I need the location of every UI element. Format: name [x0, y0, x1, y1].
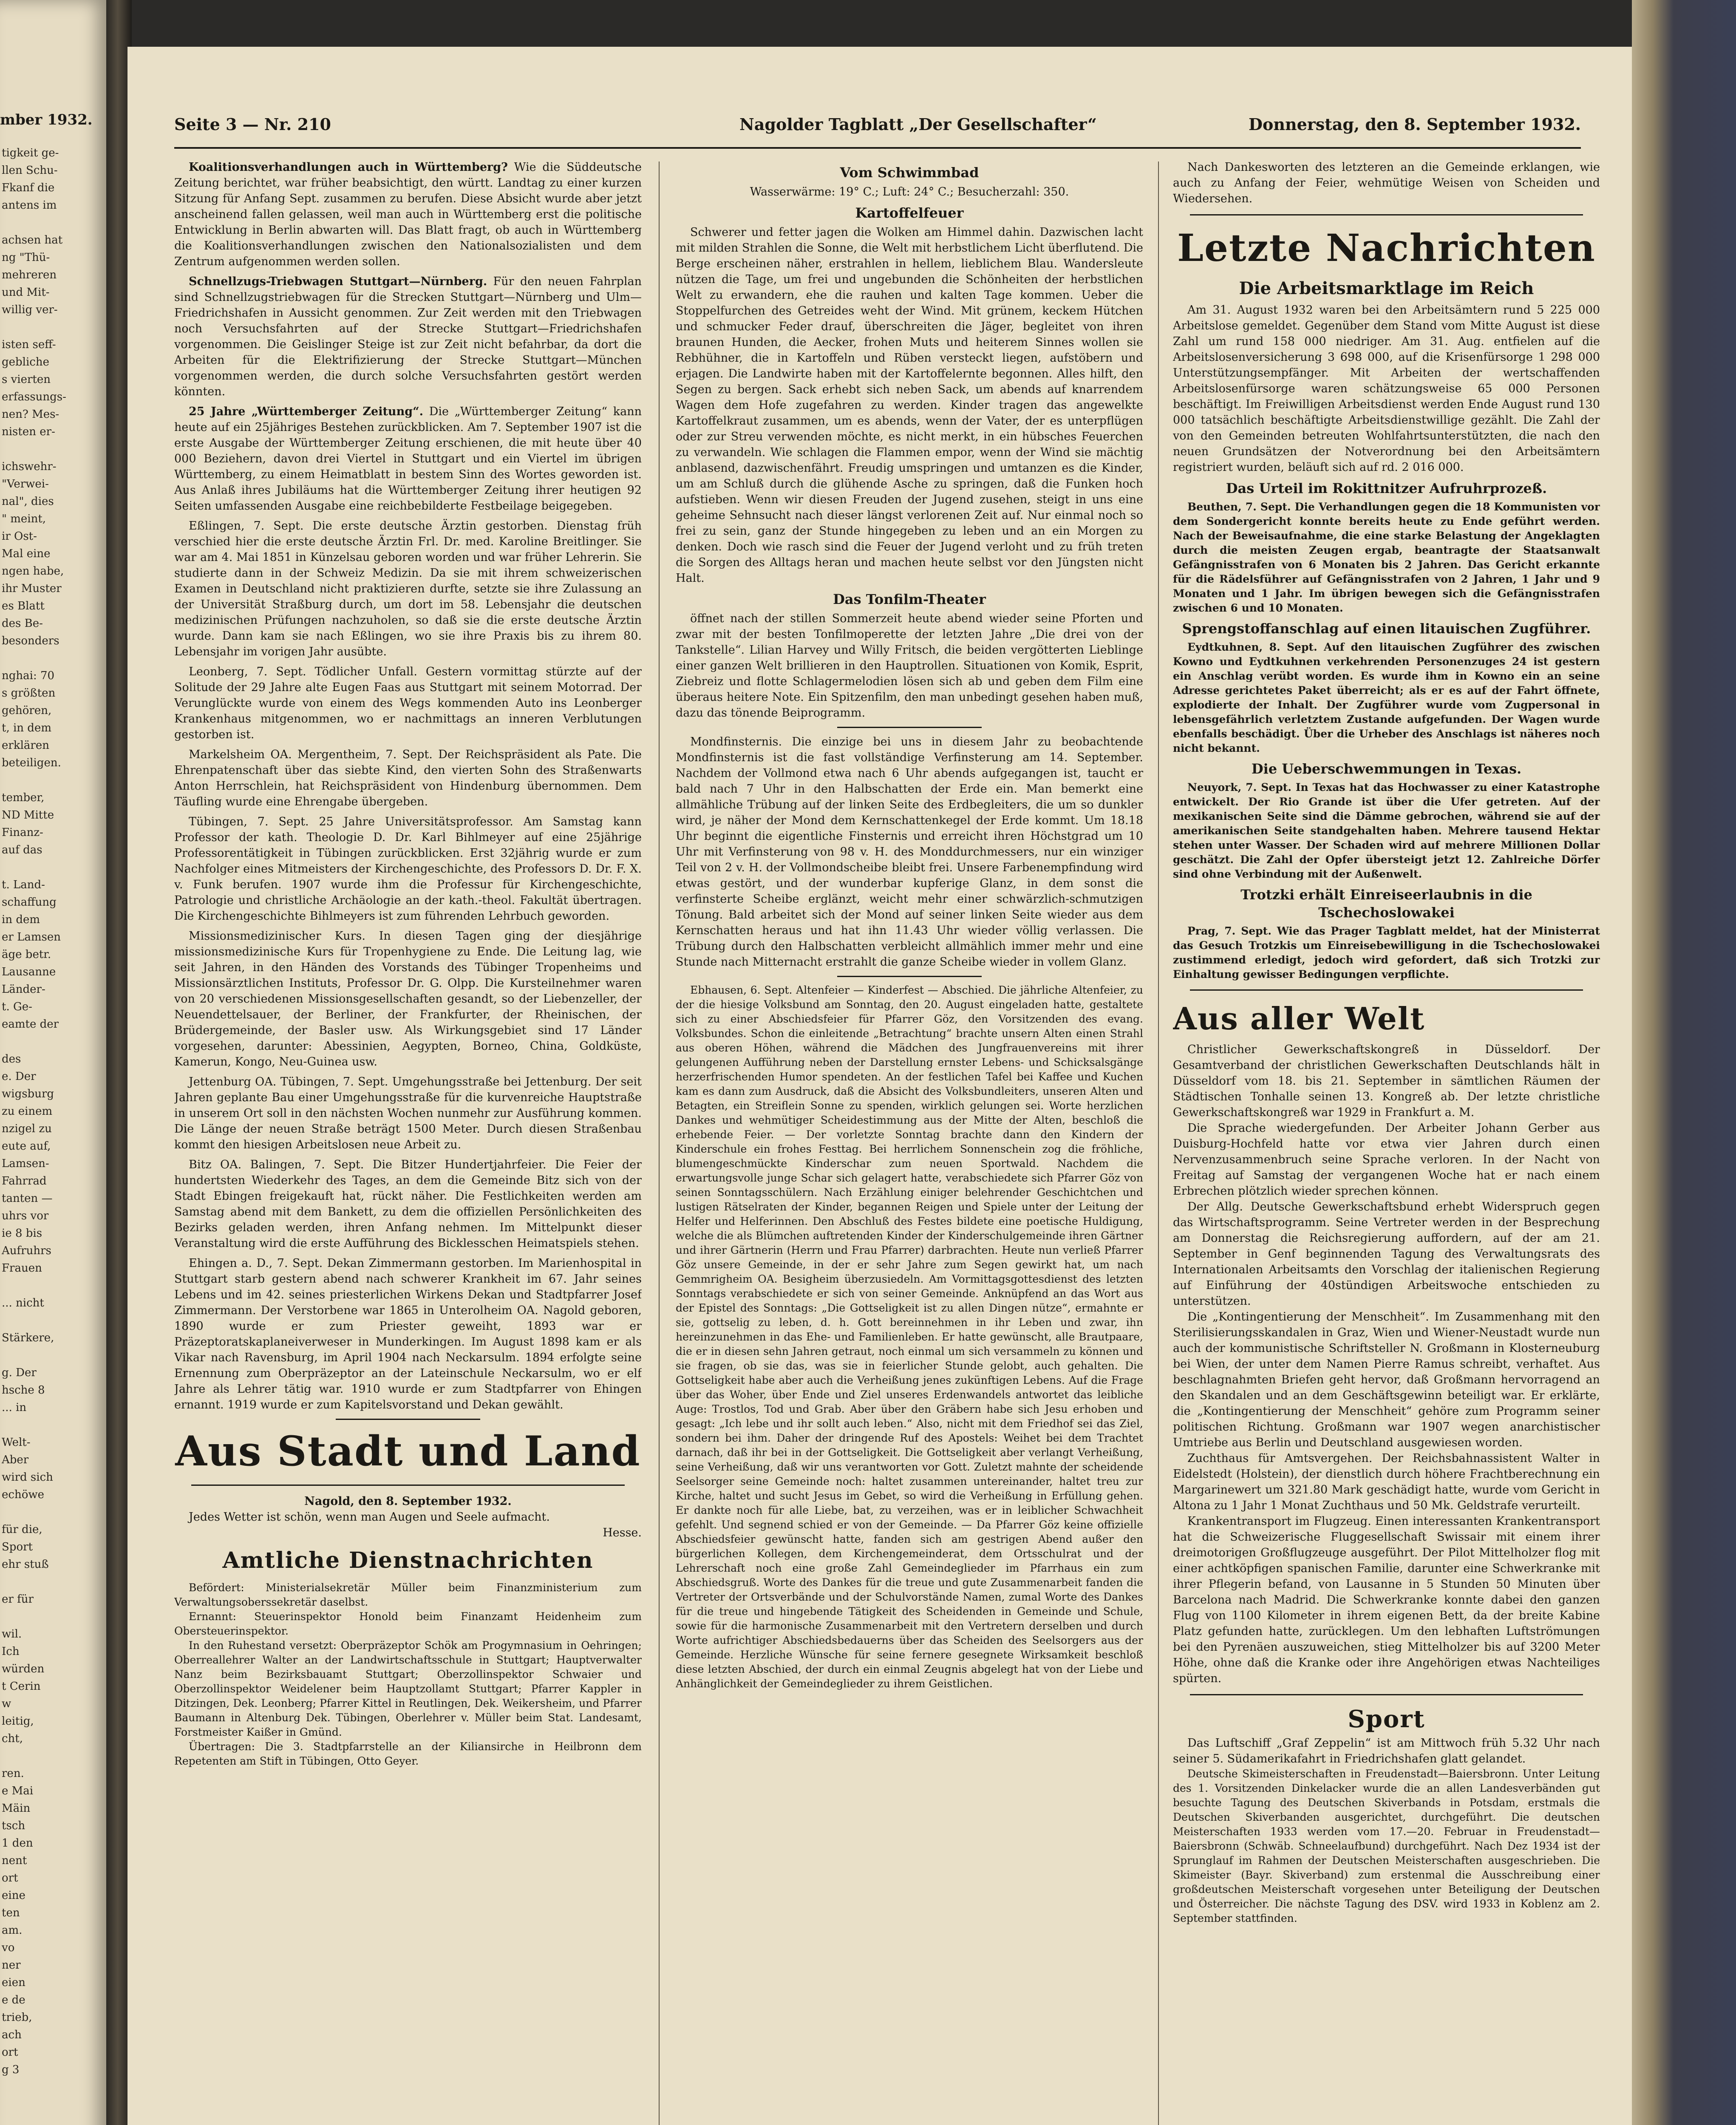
- article-title: 25 Jahre „Württemberger Zeitung“.: [189, 405, 424, 418]
- adjacent-page-fragment: gehören,: [2, 704, 52, 717]
- adjacent-page-fragment: eute auf,: [2, 1140, 51, 1153]
- adjacent-page-fragment: 1 den: [2, 1837, 33, 1850]
- article-text: Eydtkuhnen, 8. Sept. Auf den litauischen Zugführer des zwischen Kowno und Eydtkuhnen verkehrenden Personenzuges 24 ist gestern ein Anschlag verübt worden. Es wurde ihm in Kowno ein an seine Adresse gerichtetes Paket überreicht; als er es auf der Fahrt öffnete, explodierte der Inhalt. Der Zugführer wurde vom Zugpersonal in lebensgefährlich verletztem Zustande aufgefunden. Der Wagen wurde ebenfalls beschädigt. Über die Urheber des Anschlags ist näheres noch nicht bekannt.: [1173, 641, 1600, 754]
- article: [174, 404, 642, 514]
- adjacent-page-fragment: ... nicht: [2, 1297, 44, 1309]
- masthead-title: Nagolder Tagblatt „Der Gesellschafter“: [739, 115, 1097, 134]
- adjacent-page-fragment: und Mit-: [2, 286, 50, 299]
- adjacent-page-fragment: nen? Mes-: [2, 408, 59, 421]
- adjacent-page-fragment: t. Land-: [2, 878, 45, 891]
- adjacent-page-fragment: achsen hat: [2, 234, 63, 246]
- adjacent-page-fragment: für die,: [2, 1523, 42, 1536]
- adjacent-page-fragment: nent: [2, 1854, 27, 1867]
- article-text: Missionsmedizinischer Kurs. In diesen Tagen ging der diesjährige missionsmedizinische Kurs für Tropenhygiene zu Ende. Die Leitung lag, wie seit Jahren, in den Händen des Vorstands des Tübinger Tropenheims und Missionsärztlichen Instituts, Professor Dr. G. Olpp. Die Kursteilnehmer waren von 20 verschiedenen Missionsgesellschaften gesandt, so der Liebenzeller, der Neuendettelsauer, der Berliner, der Frankfurter, der Rheinischen, der Brüdergemeinde, der Basler usw. Als Wirkungsgebiet sind 17 Länder vorgesehen, darunter: Abessinien, Aegypten, Borneo, China, Goldküste, Kamerun, Kongo, Neu-Guinea usw.: [174, 929, 642, 1068]
- article-text: Markelsheim OA. Mergentheim, 7. Sept. Der Reichspräsident als Pate. Die Ehrenpatenschaft über das siebte Kind, den vierten Sohn des Straßenwarts Anton Herrschlein, hat Reichspräsident von Hindenburg übernommen. Dem Täufling wurde eine Ehrengabe übergeben.: [174, 748, 642, 808]
- article-text: Zuchthaus für Amtsvergehen. Der Reichsbahnassistent Walter in Eidelstedt (Holstein), der dienstlich durch höhere Frachtberechnung ein Margarinewert um 321.80 Mark geschädigt hatte, wurde vom Gericht in Altona zu 1 Jahr 1 Monat Zuchthaus und 50 Mk. Geldstrafe verurteilt.: [1173, 1452, 1600, 1512]
- adjacent-page-fragment: am.: [2, 1924, 23, 1937]
- article-title: Die Ueberschwemmungen in Texas.: [1251, 761, 1522, 777]
- adjacent-page-fragment: t, in dem: [2, 722, 51, 734]
- adjacent-page-fragment: ichswehr-: [2, 460, 57, 473]
- article-title: Die Arbeitsmarktlage im Reich: [1239, 278, 1534, 298]
- adjacent-page-fragment: er für: [2, 1593, 34, 1606]
- article-text: Mondfinsternis. Die einzige bei uns in diesem Jahr zu beobachtende Mondfinsternis ist die fast vollständige Verfinsterung am 14. September. Nachdem der Vollmond etwa nach 6 Uhr abends aufgegangen ist, taucht er bald nach 7 Uhr in den Halbschatten der Erde ein. Man bemerkt eine allmähliche Trübung auf der linken Seite des Erdbegleiters, die um so dunkler wird, je näher der Mond dem Kernschattenkegel der Erde kommt. Um 18.18 Uhr beginnt die eigentliche Finsternis und erreicht ihren Höchstgrad um 10 Uhr mit Verfinsterung von 98 v. H. des Monddurchmessers, nur ein winziger Teil von 2 v. H. der Vollmondscheibe bleibt frei. Unsere Farbenempfindung wird etwas gestört, und der wunderbar kupferige Glanz, in dem sonst die verfinsterte Scheibe erglänzt, weicht mehr einer schwärzlich-schmutzigen Tönung. Bald arbeitet sich der Mond auf seiner linken Seite wieder aus dem Kernschatten heraus und hat ihn 11.43 Uhr wieder völlig verlassen. Die Trübung durch den Halbschatten verbleicht allmählich immer mehr und eine Stunde nach Mitternacht erstrahlt die ganze Scheibe wieder in vollem Glanz.: [676, 735, 1143, 969]
- adjacent-page-fragment: trieb,: [2, 2011, 32, 2024]
- adjacent-page-fragment: ir Ost-: [2, 530, 37, 543]
- adjacent-page-fragment: "Verwei-: [2, 478, 49, 490]
- adjacent-page-fragment: ng "Thü-: [2, 251, 50, 264]
- adjacent-page-fragment: Lamsen-: [2, 1157, 49, 1170]
- adjacent-page-fragment: nzigel zu: [2, 1122, 52, 1135]
- adjacent-page-fragment: e. Der: [2, 1070, 36, 1083]
- adjacent-page-fragment: vo: [2, 1941, 15, 1954]
- adjacent-page-fragment: g 3: [2, 2063, 20, 2076]
- adjacent-page-fragment: w: [2, 1697, 11, 1710]
- adjacent-page-fragment: besonders: [2, 635, 59, 647]
- article-text: Bitz OA. Balingen, 7. Sept. Die Bitzer Hundertjahrfeier. Die Feier der hundertsten Wiederkehr des Tages, an dem die Gemeinde Bitz sich von der Stadt Ebingen freigekauft hat, rückt näher. Die Festlichkeiten werden am Samstag abend mit dem Bankett, zu dem die offiziellen Persönlichkeiten des Bezirks geladen werden, ihren Anfang nehmen. Im Mittelpunkt dieser Veranstaltung wird die erste Aufführung des Bicklesschen Heimatspiels stehen.: [174, 1158, 642, 1250]
- adjacent-page-fragment: ner: [2, 1959, 21, 1972]
- article-text: Jettenburg OA. Tübingen, 7. Sept. Umgehungsstraße bei Jettenburg. Der seit Jahren geplante Bau einer Umgehungsstraße für die kurvenreiche Hauptstraße in unserem Ort soll in den nächsten Wochen nunmehr zur Ausführung kommen. Die Länge der neuen Straße beträgt 1500 Meter. Durch diesen Straßenbau kommt den hiesigen Arbeitslosen neue Arbeit zu.: [174, 1075, 642, 1151]
- adjacent-page-fragment: wird sich: [2, 1471, 53, 1484]
- adjacent-page-fragment: llen Schu-: [2, 164, 58, 177]
- article-text: Ebhausen, 6. Sept. Altenfeier — Kinderfest — Abschied. Die jährliche Altenfeier, zu der die hiesige Volksbund am Sonntag, den 20. August eingeladen hatte, gestaltete sich zu einer Abschiedsfeier für Pfarrer Göz, den Vorsitzenden des evang. Volksbundes. Schon die einleitende „Betrachtung“ brachte unsern Alten einen Strahl aus oberen Höhen, während die Mädchen des Jungfrauenvereins mit ihrer gelungenen Aufführung neben der Darstellung ernster Lebens- und Schicksalsgänge herzerfrischenden Humor spendeten. An der festlichen Tafel bei Kaffee und Kuchen kam es dann zum Ausdruck, daß die Absicht des Volksbundleiters, unseren Alten und Betagten, ein Streiflein Sonne zu spenden, wirklich gelungen sei. Worte herzlichen Dankes und wehmütiger Scheidestimmung aus der Mitte der Alten, beschloß die erhebende Feier. — Der vorletzte Sonntag brachte dann den Kindern der Kinderschule ein frohes Festtag. Bei herrlichem Sonnenschein zog die fröhliche, blumengeschmückte Kinderschar zum neuen Sportwald. Nachdem die erwartungsvolle junge Schar sich gelagert hatte, verabschiedete sich Pfarrer Göz von seinen Sonntagsschülern. Nach Erzählung einiger belehrender Geschichtchen und lustigen Rätselraten der Kinder, begannen Reigen und Spiele unter der Leitung der Helfer und Helferinnen. Den Abschluß des Festes bildete eine poetische Huldigung, welche die als Blümchen auftretenden Kinder der Kinderschulgemeinde ihren Gärtner und ihrer Gärtnerin (Herrn und Frau Pfarrer) darbrachten. Heute nun verließ Pfarrer Göz unsere Gemeinde, in der er sehr Jahre zum Segen gewirkt hat, um nach Gemmrigheim OA. Besigheim überzusiedeln. Am Vormittagsgottesdienst des letzten Sonntags verabschiedete er sich von seiner Gemeinde. Anknüpfend an das Wort aus der Epistel des Sonntags: „Die Gottseligkeit ist zu allen Dingen nütze“, ermahnte er sie, gottselig zu leben, d. h. Gott bereinnehmen in ihr Leben und zwar, ihn hereinzunehmen in das Ehe- und Familienleben. Er hatte gewünscht, alle Brautpaare, die er in diesen sehn Jahren getraut, noch einmal um sich versammeln zu können und sie fragen, ob sie das, was sie in feierlicher Stunde gelobt, auch gehalten. Die Gottseligkeit habe aber auch die Verheißung jenes zukünftigen Lebens. Auf die Frage über das Woher, über Ende und Ziel unseres Erdenwandels antwortet das leibliche Auge: Trostlos, Tod und Grab. Aber über den Gräbern habe sich Jesu erhoben und gesagt: „Ich lebe und ihr sollt auch leben.“ Also, nicht mit dem Friedhof sei das Ziel, sondern bei ihm. Daher der dringende Ruf des Apostels: Weihet bei dem Trachtet darnach, daß ihr bei in der Gottseligkeit. Die Gottseligkeit aber verlangt Verheißung, seine Verheißung, daß wir uns verantworten vor Gott. Zuletzt mahnte der scheidende Seelsorger seine Gemeinde noch: haltet zusammen untereinander, haltet treu zur Kirche, haltet und sucht Jesus im Gebet, so wird die Verheißung in Erfüllung gehen. Er dankte noch für alle Liebe, bat, zu verzeihen, was er in leiblicher Schwachheit gefehlt. Und segnend schied er von der Gemeinde. — Da Pfarrer Göz keine offizielle Abschiedsfeier gewünscht hatte, fanden sich am gestrigen Abend außer den bürgerlichen Kollegen, dem Kirchengemeinderat, dem Ortsschulrat und der Lehrerschaft noch eine große Zahl Gemeindeglieder im Pfarrhaus ein zum Abschiedsgruß. Worte des Dankes für die treue und gute Zusammenarbeit fanden die Vertreter der Ortsverbände und der Schulvorstände Namen, zumal Worte des Dankes für die treue und hingebende Tätigkeit des Scheidenden in Gemeinde und Schule, sowie für die harmonische Zusammenarbeit mit den Vertretern derselben und durch Worte aufrichtiger Abschiedsbedauerns über das Scheiden des Seelsorgers aus der Gemeinde. Herzliche Wünsche für seine fernere gesegnete Wirksamkeit beschloß diese letzten Abschied, der durch ein einmal Zeugnis abgelegt hat von der Liebe und Anhänglichkeit der Gemeindeglieder zu ihrem Geistlichen.: [676, 984, 1143, 1690]
- adjacent-page-fragment: tember,: [2, 791, 45, 804]
- article-text: Der Allg. Deutsche Gewerkschaftsbund erhebt Widerspruch gegen das Wirtschaftsprogramm. Seine Vertreter werden in der Besprechung am Donnerstag die Reichsregierung auffordern, auf der am 21. September in Genf beginnenden Tagung des Verwaltungsrats des Internationalen Arbeitsamts den Vorschlag der italienischen Regierung auf Einführung der 40stündigen Arbeitswoche entschieden zu unterstützen.: [1173, 1200, 1600, 1308]
- header-rule: [174, 147, 1581, 149]
- article: [174, 664, 642, 742]
- article-title: Trotzki erhält Einreiseerlaubnis in die Tschechoslowakei: [1240, 887, 1532, 921]
- article-text: Neuyork, 7. Sept. In Texas hat das Hochwasser zu einer Katastrophe entwickelt. Der Rio Grande ist über die Ufer getreten. Auf der mexikanischen Seite sind die Dämme gebrochen, während sie auf der amerikanischen Seite standgehalten haben. Mehrere tausend Hektar stehen unter Wasser. Der Schaden wird auf mehrere Millionen Dollar geschätzt. Die Zahl der Opfer übersteigt jetzt 12. Zahlreiche Dörfer sind ohne Verbindung mit der Außenwelt.: [1173, 781, 1600, 880]
- adjacent-page-fragment: Fahrrad: [2, 1175, 47, 1187]
- adjacent-page-fragment: ten: [2, 1907, 20, 1919]
- article-title: Koalitionsverhandlungen auch in Württemberg?: [189, 161, 508, 174]
- article-title: Das Tonfilm-Theater: [833, 591, 986, 607]
- adjacent-page-fragment: ... in: [2, 1401, 27, 1414]
- notice: Ernannt: Steuerinspektor Honold beim Finanzamt Heidenheim zum Obersteuerinspektor.: [174, 1610, 642, 1637]
- article: [174, 1255, 642, 1413]
- adjacent-page-fragment: gebliche: [2, 356, 49, 368]
- page-header: [127, 47, 1632, 149]
- divider: [837, 976, 982, 977]
- adjacent-page-fragment: schaffung: [2, 896, 57, 909]
- adjacent-page-fragment: eien: [2, 1976, 25, 1989]
- adjacent-page-fragment: nal", dies: [2, 495, 54, 508]
- adjacent-page-fragment: erklären: [2, 739, 49, 752]
- adjacent-page-fragment: des: [2, 1053, 21, 1065]
- adjacent-page-fragment: t Cerin: [2, 1680, 41, 1693]
- adjacent-page-fragment: antens im: [2, 199, 57, 212]
- adjacent-page-fragment: ND Mitte: [2, 809, 54, 822]
- article: [174, 747, 642, 810]
- section-heading-stadt-und-land: Aus Stadt und Land: [175, 1427, 641, 1475]
- article: [174, 814, 642, 924]
- adjacent-page-fragment: t. Ge-: [2, 1000, 32, 1013]
- notice: Übertragen: Die 3. Stadtpfarrstelle an der Kiliansirche in Heilbronn dem Repetenten am Stift in Tübingen, Otto Geyer.: [174, 1740, 642, 1767]
- adjacent-page-fragment: wigsburg: [2, 1088, 54, 1100]
- dateline: Nagold, den 8. September 1932.: [304, 1495, 512, 1508]
- adjacent-page-fragment: nghai: 70: [2, 669, 55, 682]
- article-title: Das Urteil im Rokittnitzer Aufruhrprozeß.: [1226, 480, 1547, 496]
- adjacent-page-fragment: Finanz-: [2, 826, 43, 839]
- adjacent-page-fragment: tsch: [2, 1819, 25, 1832]
- adjacent-page-fragment: ehr stuß: [2, 1558, 49, 1571]
- divider: [1190, 214, 1583, 215]
- adjacent-page-fragment: tigkeit ge-: [2, 147, 59, 159]
- article-text: Prag, 7. Sept. Wie das Prager Tagblatt meldet, hat der Ministerrat das Gesuch Trotzkis um Einreisebewilligung in die Tschechoslowakei zustimmend erledigt, jedoch wird gefordert, daß sich Trotzki zur Einhaltung gewisser Bedingungen verpflichte.: [1173, 925, 1600, 980]
- quote: Jedes Wetter ist schön, wenn man Augen und Seele aufmacht.: [189, 1510, 550, 1524]
- adjacent-page-fragment: ort: [2, 2046, 18, 2059]
- section-heading-dienstnachrichten: Amtliche Dienstnachrichten: [222, 1547, 594, 1573]
- divider: [837, 727, 982, 728]
- article-text: Leonberg, 7. Sept. Tödlicher Unfall. Gestern vormittag stürzte auf der Solitude der 29 Jahre alte Eugen Faas aus Stuttgart mit seinem Motorrad. Der Verunglückte wurde von einem des Wegs kommenden Auto ins Leonberger Krankenhaus mitgenommen, wo er nachmittags an inneren Verblutungen gestorben ist.: [174, 665, 642, 741]
- adjacent-page-fragment: erfassungs-: [2, 391, 66, 403]
- adjacent-page-fragment: eamte der: [2, 1018, 59, 1031]
- adjacent-page-fragment: e Mai: [2, 1785, 34, 1797]
- adjacent-page-fragment: er Lamsen: [2, 931, 61, 944]
- article-text: Krankentransport im Flugzeug. Einen interessanten Krankentransport hat die Schweizerische Fluggesellschaft Swissair mit einem ihrer dreimotorigen Großflugzeuge ausgeführt. Der Pilot Mittelholzer flog mit einer achtköpfigen spanischen Familie, darunter eine Schwerkranke mit ihrer Pflegerin befand, von Lausanne in 5 Stunden 50 Minuten über Barcelona nach Madrid. Die Schwerkranke konnte dabei den ganzen Flug von 1100 Kilometer in ihrem eigenen Bett, da der breite Kabine Platz gefunden hatte, zurücklegen. Um den lebhaften Luftströmungen bei den Pyrenäen auszuweichen, stieg Mittelholzer bis auf 3200 Meter Höhe, ohne daß die Kranke oder ihre Angehörigen etwas Nachteiliges spürten.: [1173, 1515, 1600, 1685]
- article-text: Das Luftschiff „Graf Zeppelin“ ist am Mittwoch früh 5.32 Uhr nach seiner 5. Südamerikafahrt in Friedrichshafen glatt gelandet.: [1173, 1737, 1600, 1765]
- article: [174, 928, 642, 1070]
- adjacent-page-fragment: hsche 8: [2, 1384, 45, 1397]
- column-1: [174, 159, 642, 2125]
- notice: In den Ruhestand versetzt: Oberpräzeptor Schök am Progymnasium in Oehringen; Oberreallehrer Walter an der Landwirtschaftsschule in Stuttgart; Hauptverwalter Nanz beim Bezirksbauamt Stuttgart; Oberzollinspektor Schwaier und Oberzollinspektor Weidelener beim Hauptzollamt Stuttgart; Pfarrer Kappler in Ditzingen, Dek. Leonberg; Pfarrer Kittel in Reutlingen, Dek. Weikersheim, und Pfarrer Baumann in Altenburg Dek. Tübingen, Oberlehrer v. Müller beim Stat. Landesamt, Forstmeister Kaißer in Gmünd.: [174, 1639, 642, 1738]
- adjacent-page-fragment: nisten er-: [2, 425, 55, 438]
- book-binding-edge: [1632, 0, 1736, 2125]
- adjacent-page-fragment: Mal eine: [2, 547, 51, 560]
- adjacent-page-fragment: Sport: [2, 1541, 33, 1553]
- adjacent-page-fragment: wil.: [2, 1628, 22, 1640]
- adjacent-page-fragment: isten seff-: [2, 338, 56, 351]
- divider: [191, 1485, 625, 1486]
- adjacent-page-fragment: Frauen: [2, 1262, 42, 1275]
- section-heading-sport: Sport: [1348, 1705, 1425, 1733]
- adjacent-page-fragment: leitig,: [2, 1715, 34, 1728]
- adjacent-page-fragment: " meint,: [2, 513, 46, 525]
- column-2: [676, 159, 1143, 2125]
- article-title: Sprengstoffanschlag auf einen litauischen Zugführer.: [1182, 620, 1591, 637]
- adjacent-page-fragment: Fkanf die: [2, 181, 55, 194]
- adjacent-page-fragment: eine: [2, 1889, 25, 1902]
- adjacent-page-fragment: ach: [2, 2029, 22, 2041]
- article-text: Deutsche Skimeisterschaften in Freudenstadt—Baiersbronn. Unter Leitung des 1. Vorsitzenden Dinkelacker wurde die an allen Landesverbänden gut besuchte Tagung des Deutschen Skiverbands in Potsdam, erstmals die Deutschen Skiverbanden ausgerichtet, durchgeführt. Die deutschen Meisterschaften 1933 werden vom 17.—20. Februar in Freudenstadt—Baiersbronn (Schwäb. Schneelaufbund) durchgeführt. Nach Dez 1934 ist der Sprunglauf im Rahmen der Deutschen Meisterschaften ausgeschrieben. Die Skimeister (Bayr. Skiverband) zum erstenmal die Ausschreibung einer großdeutschen Meisterschaft vorgesehen unter Beteiligung der Deutschen und Österreicher. Die nächste Tagung des DSV. wird 1933 in Koblenz am 2. September stattfinden.: [1173, 1768, 1600, 1924]
- adjacent-page-fragment: beteiligen.: [2, 756, 61, 769]
- newspaper-page: [127, 47, 1632, 2125]
- article-text: Eßlingen, 7. Sept. Die erste deutsche Ärztin gestorben. Dienstag früh verschied hier die erste deutsche Ärztin Frl. Dr. med. Karoline Breitlinger. Sie war am 4. Mai 1851 in Künzelsau geboren worden und war früher Lehrerin. Sie studierte dann in der Schweiz Medizin. Da sie mit ihrem schweizerischen Examen in Deutschland nicht praktizieren durfte, setzte sie ihre Zulassung an der Universität Straßburg durch, um dort im 58. Lebensjahr die deutschen medizinischen Prüfungen nachzuholen, so daß sie die erste deutsche Ärztin wurde. Dann kam sie nach Eßlingen, wo sie ihre Praxis bis zu ihrem 80. Lebensjahr im vorigen Jahr ausübte.: [174, 519, 642, 658]
- adjacent-page-fragment: Mäin: [2, 1802, 31, 1815]
- article-title: Kartoffelfeuer: [855, 205, 964, 221]
- adjacent-page-fragment: auf das: [2, 844, 42, 856]
- adjacent-page-strip: [0, 0, 110, 2125]
- adjacent-page-fragment: es Blatt: [2, 600, 45, 612]
- notice: Befördert: Ministerialsekretär Müller beim Finanzministerium zum Verwaltungsoberssekretär daselbst.: [174, 1581, 642, 1608]
- adjacent-page-fragment: s größten: [2, 687, 56, 700]
- article-text: Die „Württemberger Zeitung“ kann heute auf ein 25jähriges Bestehen zurückblicken. Am 7. September 1907 ist die erste Ausgabe der Württemberger Zeitung erschienen, die mit heute über 40 000 Beziehern, davon drei Viertel in Stuttgart und ein Viertel im übrigen Württemberg, zu einem Heimatblatt in bestem Sinn des Wortes geworden ist. Aus Anlaß ihres Jubiläums hat die Württemberger Zeitung ihrer heutigen 92 Seiten umfassenden Ausgabe eine reichbebilderte Festbeilage beigegeben.: [174, 405, 642, 513]
- article: [174, 159, 642, 269]
- article-text: Für den neuen Fahrplan sind Schnellzugstriebwagen für die Strecken Stuttgart—Nürnberg und Ulm—Friedrichshafen in Aussicht genommen. Zur Zeit werden mit den Triebwagen noch Versuchsfahrten auf der Strecke Stuttgart—Friedrichshafen vorgenommen. Die Geislinger Steige ist zur Zeit nicht befahrbar, da dort die Arbeiten für die Elektrifizierung der Strecke Stuttgart—München vorgenommen werden, die durch solche Versuchsfahrten gestört werden könnten.: [174, 275, 642, 398]
- article: [174, 1157, 642, 1251]
- adjacent-page-fragment: ren.: [2, 1767, 24, 1780]
- column-rule: [659, 162, 660, 2125]
- adjacent-page-fragment: e de: [2, 1994, 25, 2006]
- article-text: Die Sprache wiedergefunden. Der Arbeiter Johann Gerber aus Duisburg-Hochfeld hatte vor etwa vier Jahren durch einen Nervenzusammenbruch seine Sprache verloren. In der Nacht von Freitag auf Samstag der vergangenen Woche hat er nach einem Erbrechen plötzlich wieder sprechen können.: [1173, 1122, 1600, 1198]
- adjacent-page-fragment: Ich: [2, 1645, 20, 1658]
- adjacent-page-fragment: ngen habe,: [2, 565, 64, 578]
- adjacent-page-fragment: äge betr.: [2, 948, 51, 961]
- column-rule: [1158, 162, 1159, 2125]
- adjacent-page-fragment: mehreren: [2, 269, 57, 281]
- article-text: Beuthen, 7. Sept. Die Verhandlungen gegen die 18 Kommunisten vor dem Sondergericht konnte bereits heute zu Ende geführt werden. Nach der Beweisaufnahme, die eine starke Belastung der Angeklagten durch die meisten Zeugen ergab, beantragte der Staatsanwalt Gefängnisstrafen von 6 Monaten bis 2 Jahren. Das Gericht erkannte für die Rädelsführer auf Gefängnisstrafen von 2 Jahren, 1 Jahr und 9 Monaten und 1 Jahr. Im übrigen bewegen sich die Gefängnisstrafen zwischen 6 und 10 Monaten.: [1173, 501, 1600, 614]
- adjacent-page-fragment: Lausanne: [2, 966, 56, 978]
- article-text: Schwerer und fetter jagen die Wolken am Himmel dahin. Dazwischen lacht mit milden Strahlen die Sonne, die Welt mit herbstlichem Licht überflutend. Die Berge erscheinen näher, erstrahlen in hellem, lieblichem Blau. Wandersleute nützen die Tage, um frei und ungebunden die Schönheiten der herbstlichen Welt zu erwandern, ehe die rauhen und kalten Tage kommen. Ueber die Stoppelfurchen des Getreides weht der Wind. Mit grünem, keckem Hütchen und schmucker Feder drauf, überschreiten die Jäger, begleitet von ihren braunen Hunden, die Aecker, frohen Muts und heiterem Sinnes wollen sie Rebhühner, die in Kartoffeln und Rüben versteckt liegen, aufstöbern und erjagen. Die Landwirte haben mit der Kartoffelernte begonnen. Alles hilft, den Segen zu bergen. Sack erhebt sich neben Sack, um abends auf knarrendem Wagen dem Hofe zugefahren zu werden. Kinder tragen das angewelkte Kartoffelkraut zusammen, um es abends, wenn der Vater, der es unterpflügen oder zur Streu verwenden möchte, es nicht merkt, in ein hübsches Feuerchen zu verwandeln. Wie schlagen die Flammen empor, wenn der Wind sie mächtig anblasend, dazwischenfährt. Freudig umspringen und umtanzen es die Kinder, um am Schluß durch die glühende Asche zu springen, daß die Funken hoch aufstieben. Wenn wir diesen Freuden der Jugend zusehen, steigt in uns eine geheime Sehnsucht nach dieser längst verlorenen Zeit auf. Nur einmal noch so frei zu sein, ganz der Stunde hingegeben zu leben und an ein Morgen zu denken. Doch wie rasch sind die Feuer der Jugend verloht und zu früh treten die Sorgen des Alltags heran und machen heute selbst vor den Jüngsten nicht Halt.: [676, 226, 1143, 585]
- adjacent-page-fragment: s vierten: [2, 373, 51, 386]
- adjacent-page-fragment: Stärkere,: [2, 1332, 54, 1344]
- article-text: öffnet nach der stillen Sommerzeit heute abend wieder seine Pforten und zwar mit der besten Tonfilmoperette der letzten Jahre „Die drei von der Tankstelle“. Lilian Harvey und Willy Fritsch, die beiden vergötterten Lieblinge einer ganzen Welt brillieren in den Hauptrollen. Situationen von Komik, Esprit, Ziebreiz und flotte Schlagermelodien lösen sich ab und geben dem Film eine überaus heitere Note. Ein Spitzenfilm, den man unbedingt gesehen haben muß, dazu das tönende Beiprogramm.: [676, 612, 1143, 720]
- article-text: Christlicher Gewerkschaftskongreß in Düsseldorf. Der Gesamtverband der christlichen Gewerkschaften Deutschlands hält in Düsseldorf vom 18. bis 21. September in sämtlichen Räumen der Städtischen Tonhalle seinen 13. Kongreß ab. Der letzte christliche Gewerkschaftskongreß war 1929 in Frankfurt a. M.: [1173, 1043, 1600, 1119]
- section-heading-letzte-nachrichten: Letzte Nachrichten: [1177, 226, 1596, 270]
- adjacent-page-fragment: willig ver-: [2, 303, 58, 316]
- adjacent-page-fragment: ort: [2, 1872, 18, 1884]
- adjacent-page-fragment: ie 8 bis: [2, 1227, 42, 1240]
- divider: [1190, 1694, 1583, 1695]
- issue-date: Donnerstag, den 8. September 1932.: [1249, 115, 1581, 134]
- adjacent-page-fragment: des Be-: [2, 617, 43, 630]
- divider: [1190, 989, 1583, 991]
- adjacent-page-fragment: Aber: [2, 1454, 29, 1466]
- article-text: Ehingen a. D., 7. Sept. Dekan Zimmermann gestorben. Im Marienhospital in Stuttgart starb gestern abend nach schwerer Krankheit im 67. Jahr seines Lebens und im 42. seines priesterlichen Wirkens Dekan und Stadtpfarrer Josef Zimmermann. Der Verstorbene war 1865 in Unterolheim OA. Nagold geboren, 1890 wurde er zum Priester geweiht, 1893 war er Präzeptoratskaplaneiverweser in Munderkingen. Im August 1898 kam er als Vikar nach Ravensburg, im April 1904 nach Neckarsulm. 1894 erfolgte seine Ernennung zum Oberpräzeptor an der Lateinschule Neckarsulm, wo er elf Jahre als Lehrer tätig war. 1910 wurde er zum Stadtpfarrer von Ehingen ernannt. 1919 wurde er zum Kapitelsvorstand und Dekan gewählt.: [174, 1257, 642, 1411]
- page-number: Seite 3 — Nr. 210: [174, 115, 331, 134]
- article-text: Die „Kontingentierung der Menschheit“. Im Zusammenhang mit den Sterilisierungsskandalen in Graz, Wien und Wiener-Neustadt wurde nun auch der kommunistische Schriftsteller N. Großmann in Klosterneuburg bei Wien, der unter dem Namen Pierre Ramus schreibt, verhaftet. Aus beschlagnahmten Briefen geht hervor, daß Großmann hervorragend an den Skandalen und an dem Geschäftsgewinn beteiligt war. Er erklärte, die „Kontingentierung der Menschheit“ gehöre zum Programm seiner politischen Richtung. Großmann war 1907 wegen anarchistischer Umtriebe aus Berlin und Deutschland ausgewiesen worden.: [1173, 1310, 1600, 1449]
- article: [174, 1074, 642, 1153]
- article-text: Nach Dankesworten des letzteren an die Gemeinde erklangen, wie auch zu Anfang der Feier, wehmütige Weisen von Scheiden und Wiedersehen.: [1173, 161, 1600, 205]
- adjacent-page-header: mber 1932.: [0, 111, 93, 128]
- adjacent-page-fragment: Länder-: [2, 983, 45, 996]
- adjacent-page-fragment: in dem: [2, 913, 40, 926]
- adjacent-page-fragment: uhrs vor: [2, 1210, 49, 1222]
- adjacent-page-fragment: ihr Muster: [2, 582, 62, 595]
- article-text: Am 31. August 1932 waren bei den Arbeitsämtern rund 5 225 000 Arbeitslose gemeldet. Gegenüber dem Stand vom Mitte August ist diese Zahl um rund 158 000 niedriger. Am 31. Aug. entfielen auf die Arbeitslosenversicherung 3 698 000, auf die Krisenfürsorge 1 298 000 Unterstützungsempfänger. Mit Arbeiten der wertschaffenden Arbeitslosenfürsorge waren schätzungsweise 65 000 Personen beschäftigt. Im Freiwilligen Arbeitsdienst werden Ende August rund 130 000 tatsächlich beschäftigte Arbeitsdienstwillige gezählt. Die Zahl der von den Gemeinden betreuten Wohlfahrtsunterstützten, die nach den neuen Grundsätzen der Notverordnung bei den Arbeitsämtern registriert wurden, beläuft sich auf rd. 2 016 000.: [1173, 303, 1600, 474]
- adjacent-page-fragment: zu einem: [2, 1105, 53, 1118]
- article-text: Wie die Süddeutsche Zeitung berichtet, war früher beabsichtigt, den württ. Landtag zu einer kurzen Sitzung für Anfang Sept. zusammen zu berufen. Diese Absicht wurde aber jetzt anscheinend fallen gelassen, weil man auch in Württemberg erst die politische Entwicklung in Berlin abwarten will. Das Blatt fragt, ob auch in Württemberg die Koalitionsverhandlungen zwischen den Nationalsozialisten und dem Zentrum aufgenommen werden sollen.: [174, 161, 642, 268]
- adjacent-page-fragment: echöwe: [2, 1488, 44, 1501]
- adjacent-page-fragment: Welt-: [2, 1436, 31, 1449]
- article-title: Schnellzugs-Triebwagen Stuttgart—Nürnberg.: [189, 275, 487, 288]
- article-text: Tübingen, 7. Sept. 25 Jahre Universitätsprofessor. Am Samstag kann Professor der kath. Theologie D. Dr. Karl Bihlmeyer auf eine 25jährige Professorentätigkeit in Tübingen zurückblicken. Erst 32jährig wurde er zum Nachfolger eines Mitmeisters der Kirchengeschichte, des Professors D. Dr. F. X. v. Funk berufen. 1907 wurde ihm die Professur für Kirchengeschichte, Patrologie und christliche Archäologie an der kath.-theol. Fakultät übertragen. Die Kirchengeschichte Bihlmeyers ist zum führenden Lehrbuch geworden.: [174, 815, 642, 923]
- adjacent-page-fragment: tanten —: [2, 1192, 53, 1205]
- article: [174, 518, 642, 660]
- adjacent-page-fragment: würden: [2, 1663, 45, 1675]
- divider: [336, 1419, 480, 1420]
- section-heading-aus-aller-welt: Aus aller Welt: [1173, 1000, 1425, 1037]
- adjacent-page-fragment: cht,: [2, 1732, 23, 1745]
- article-title: Vom Schwimmbad: [840, 164, 979, 181]
- article-text: Wasserwärme: 19° C.; Luft: 24° C.; Besucherzahl: 350.: [750, 185, 1069, 198]
- quote-author: Hesse.: [603, 1526, 642, 1539]
- adjacent-page-fragment: Aufruhrs: [2, 1244, 51, 1257]
- column-3: [1173, 159, 1600, 2125]
- article: [174, 274, 642, 400]
- adjacent-page-fragment: g. Der: [2, 1366, 37, 1379]
